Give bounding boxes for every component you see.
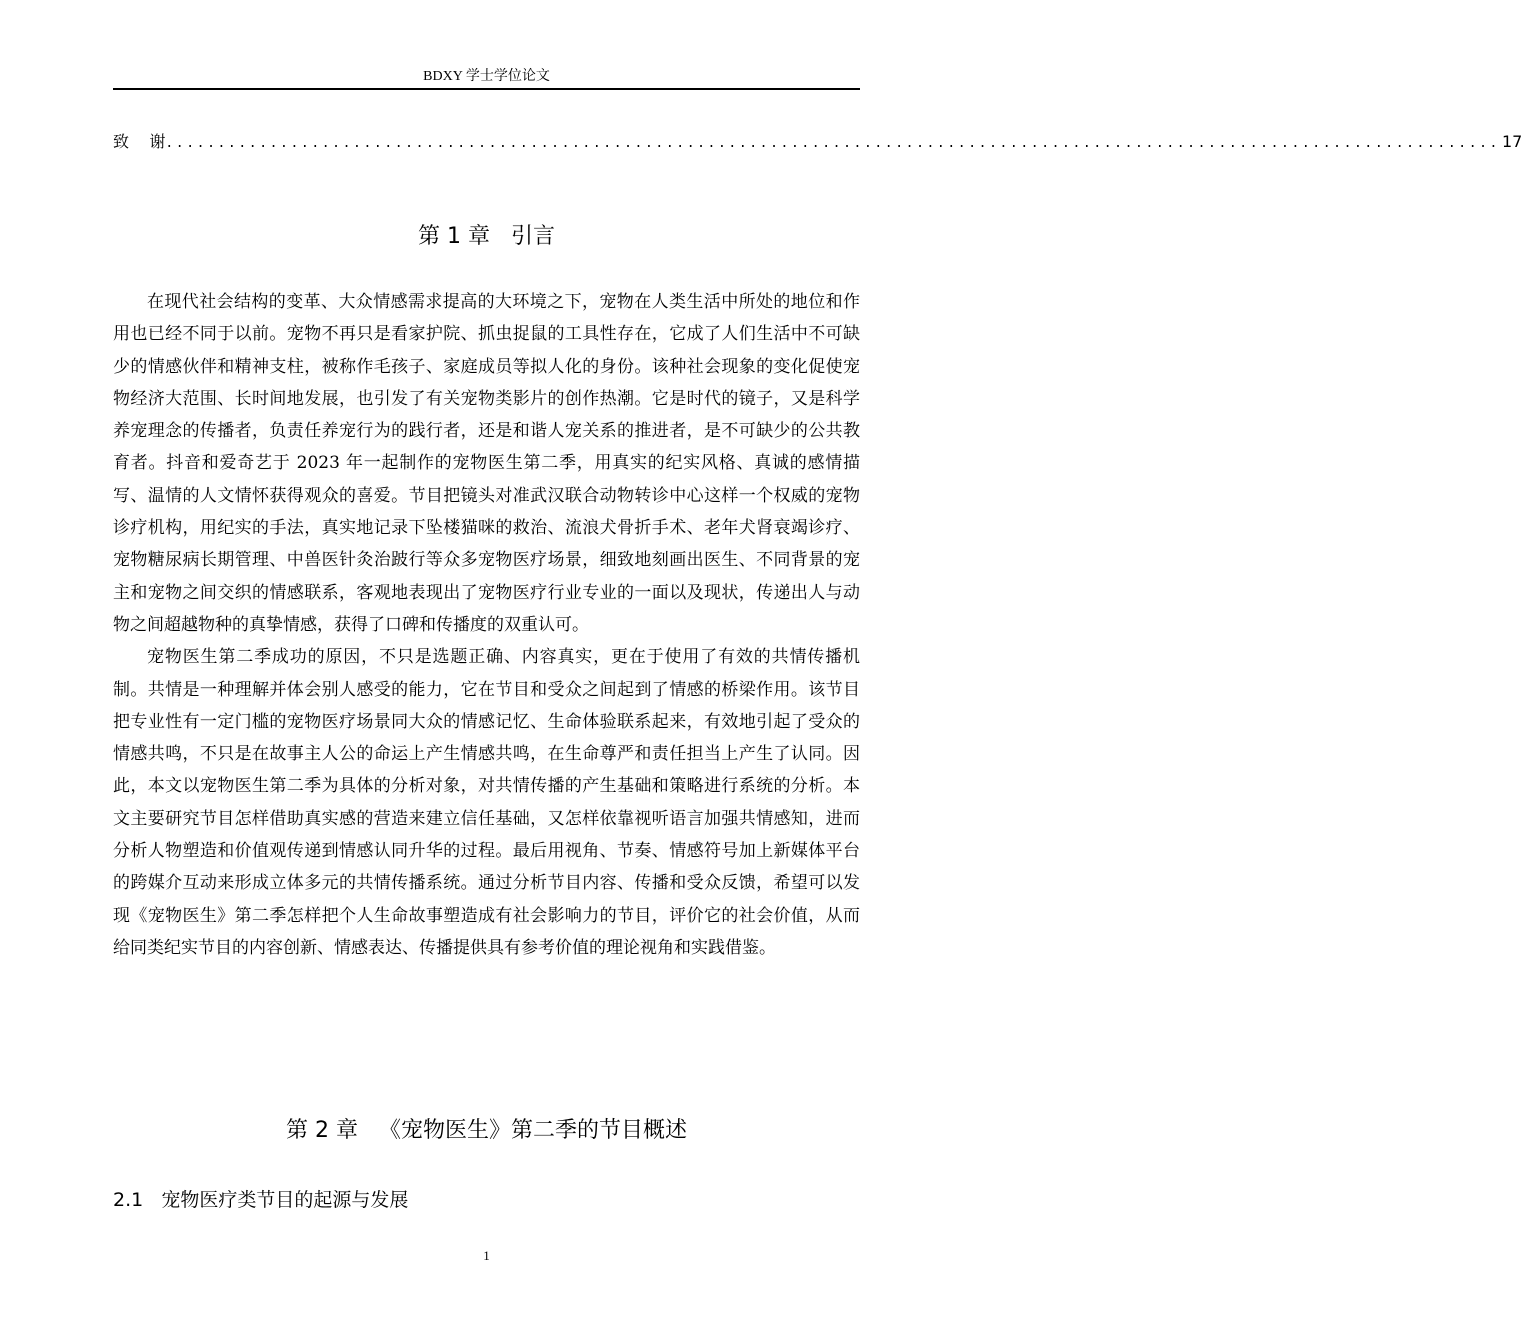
toc-leader-dots: ................................................................................................................................	[165, 136, 1500, 151]
chapter-2-title: 第 2 章 《宠物医生》第二季的节目概述	[286, 1118, 687, 1143]
running-header: BDXY 学士学位论文	[423, 69, 550, 84]
paragraph: 宠物医生第二季成功的原因，不只是选题正确、内容真实，更在于使用了有效的共情传播机制。共情是一种理解并体会别人感受的能力，它在节目和受众之间起到了情感的桥梁作用。该节目把专业性有一定门槛的宠物医疗场景同大众的情感记忆、生命体验联系起来，有效地引起了受众的情感共鸣，不只是在故事主人公的命运上产生情感共鸣，在生命尊严和责任担当上产生了认同。因此，本文以宠物医生第二季为具体的分析对象，对共情传播的产生基础和策略进行系统的分析。本文主要研究节目怎样借助真实感的营造来建立信任基础，又怎样依靠视听语言加强共情感知，进而分析人物塑造和价值观传递到情感认同升华的过程。最后用视角、节奏、情感符号加上新媒体平台的跨媒介互动来形成立体多元的共情传播系统。通过分析节目内容、传播和受众反馈，希望可以发现《宠物医生》第二季怎样把个人生命故事塑造成有社会影响力的节目，评价它的社会价值，从而给同类纪实节目的内容创新、情感表达、传播提供具有参考价值的理论视角和实践借鉴。	[113, 647, 860, 958]
page-number: 1	[483, 1248, 490, 1263]
toc-entry-page: 17	[1501, 132, 1522, 151]
toc-entry-acknowledgements[interactable]	[113, 130, 1522, 154]
section-2-1-title: 2.1 宠物医疗类节目的起源与发展	[113, 1189, 409, 1211]
paragraph: 在现代社会结构的变革、大众情感需求提高的大环境之下，宠物在人类生活中所处的地位和作用也已经不同于以前。宠物不再只是看家护院、抓虫捉鼠的工具性存在，它成了人们生活中不可缺少的情感伙伴和精神支柱，被称作毛孩子、家庭成员等拟人化的身份。该种社会现象的变化促使宠物经济大范围、长时间地发展，也引发了有关宠物类影片的创作热潮。它是时代的镜子，又是科学养宠理念的传播者，负责任养宠行为的践行者，还是和谐人宠关系的推进者，是不可缺少的公共教育者。抖音和爱奇艺于 2023 年一起制作的宠物医生第二季，用真实的纪实风格、真诚的感情描写、温情的人文情怀获得观众的喜爱。节目把镜头对准武汉联合动物转诊中心这样一个权威的宠物诊疗机构，用纪实的手法，真实地记录下坠楼猫咪的救治、流浪犬骨折手术、老年犬肾衰竭诊疗、宠物糖尿病长期管理、中兽医针灸治跛行等众多宠物医疗场景，细致地刻画出医生、不同背景的宠主和宠物之间交织的情感联系，客观地表现出了宠物医疗行业专业的一面以及现状，传递出人与动物之间超越物种的真挚情感，获得了口碑和传播度的双重认可。	[113, 292, 860, 635]
chapter-1-title: 第 1 章 引言	[418, 224, 555, 249]
header-rule	[113, 88, 860, 90]
toc-entry-label: 致 谢	[113, 132, 166, 151]
chapter-1-body	[113, 286, 860, 964]
